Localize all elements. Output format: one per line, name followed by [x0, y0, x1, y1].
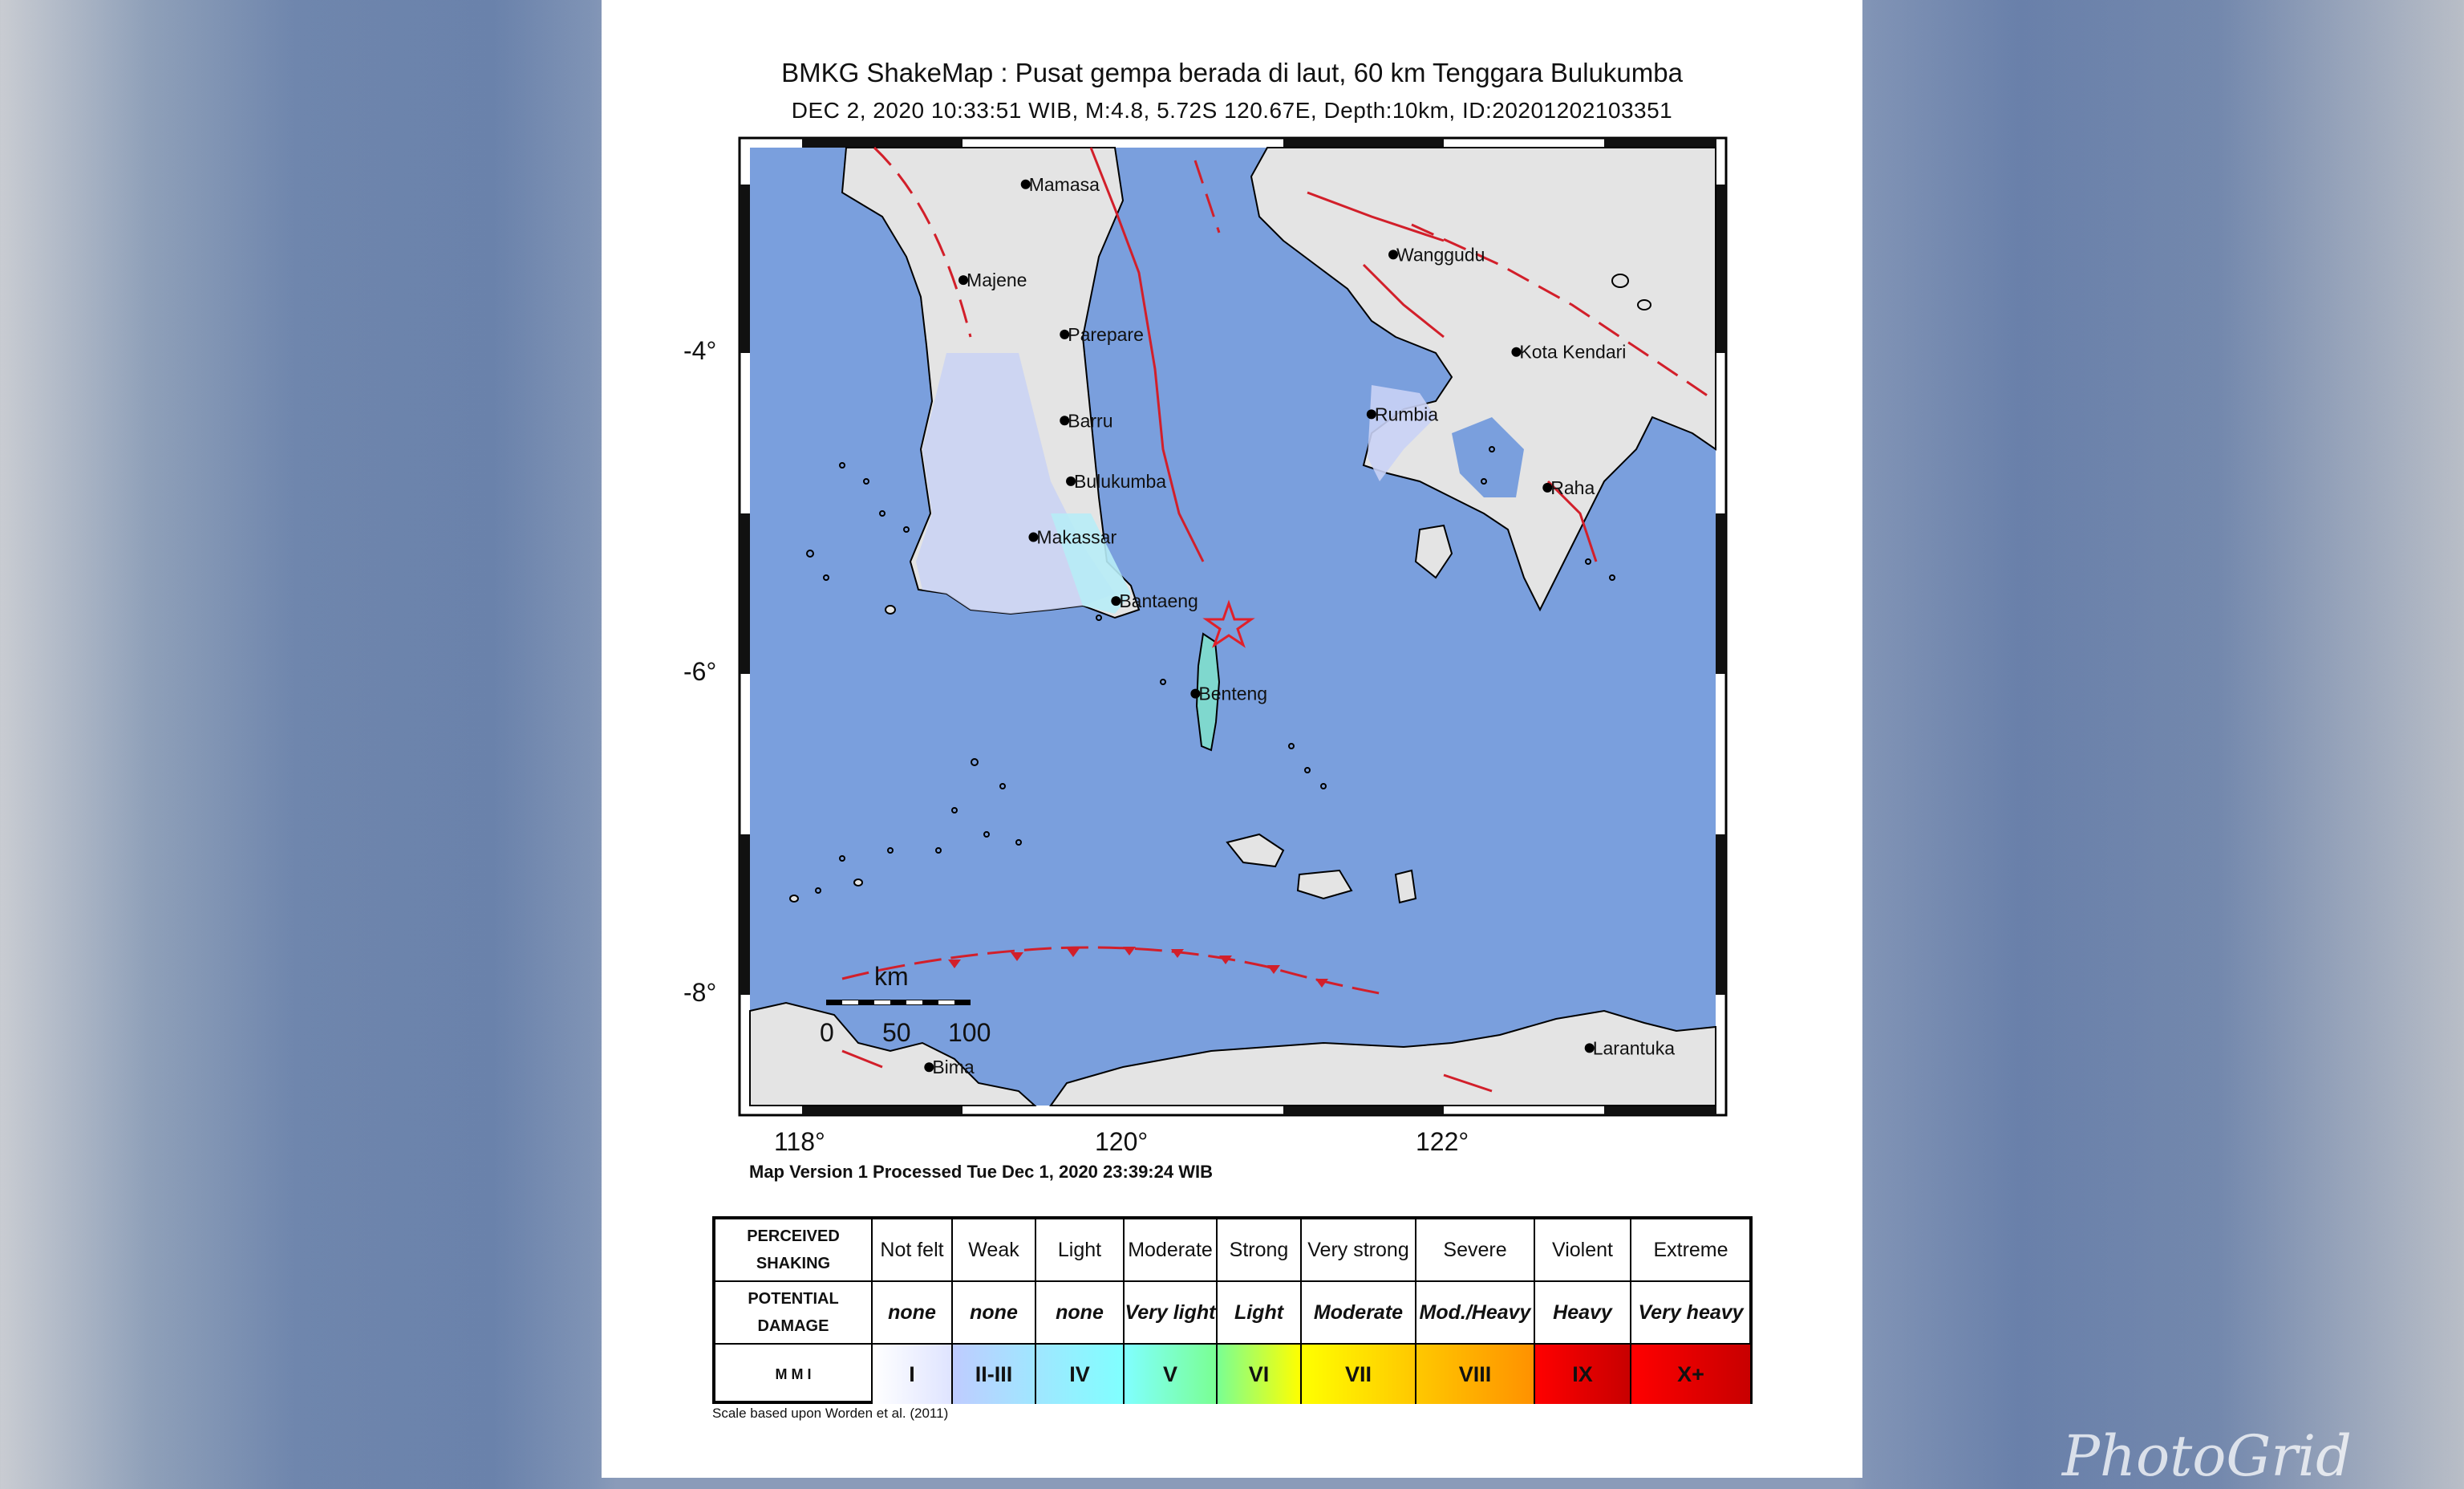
shaking-cell: Very strong	[1302, 1219, 1416, 1282]
mmi-cell: VI	[1218, 1345, 1302, 1404]
city-marker	[1021, 174, 1100, 195]
mmi-cell: II-III	[953, 1345, 1036, 1404]
damage-cell: none	[953, 1282, 1036, 1345]
city-label: Raha	[1550, 477, 1595, 498]
city-marker	[1388, 244, 1485, 265]
city-label: Bima	[932, 1057, 975, 1078]
scale-tick-50: 50	[882, 1018, 911, 1047]
city-label: Kota Kendari	[1519, 341, 1627, 363]
city-marker	[1542, 477, 1595, 498]
damage-cell: Very light	[1125, 1282, 1218, 1345]
damage-cell: none	[1036, 1282, 1125, 1345]
city-label: Bulukumba	[1074, 470, 1167, 492]
map-title: BMKG ShakeMap : Pusat gempa berada di laut, 60 km Tenggara Bulukumba	[781, 58, 1683, 87]
city-marker	[1585, 1037, 1676, 1058]
lat-tick-minus8: -8°	[683, 978, 717, 1007]
city-marker	[1066, 471, 1166, 492]
watermark-text: PhotoGrid	[2061, 1423, 2352, 1489]
city-label: Benteng	[1198, 683, 1268, 704]
city-label: Larantuka	[1592, 1037, 1676, 1059]
damage-cell: Very heavy	[1631, 1282, 1750, 1345]
mmi-cell: V	[1125, 1345, 1218, 1404]
damage-cell: Light	[1218, 1282, 1302, 1345]
shaking-cell: Weak	[953, 1219, 1036, 1282]
legend-header-shaking: PERCEIVED SHAKING	[715, 1219, 873, 1282]
legend-header-mmi: M M I	[715, 1345, 873, 1404]
shaking-cell: Strong	[1218, 1219, 1302, 1282]
city-label: Wanggudu	[1396, 244, 1485, 266]
city-label: Mamasa	[1028, 173, 1100, 195]
shaking-cell: Severe	[1416, 1219, 1535, 1282]
lat-tick-minus6: -6°	[683, 657, 717, 686]
mmi-cell: I	[873, 1345, 953, 1404]
mmi-cell: VIII	[1416, 1345, 1535, 1404]
map-subtitle: DEC 2, 2020 10:33:51 WIB, M:4.8, 5.72S 120.67E, Depth:10km, ID:20201202103351	[791, 98, 1673, 123]
lon-tick-118: 118°	[774, 1127, 825, 1156]
shaking-cell: Moderate	[1125, 1219, 1218, 1282]
city-marker	[1511, 342, 1626, 363]
city-marker	[1111, 590, 1198, 611]
scale-note: Scale based upon Worden et al. (2011)	[712, 1406, 949, 1421]
damage-cell: Mod./Heavy	[1416, 1282, 1535, 1345]
mmi-cell: IV	[1036, 1345, 1125, 1404]
city-marker	[1028, 527, 1116, 548]
mmi-legend	[712, 1216, 1753, 1404]
scale-tick-100: 100	[948, 1018, 991, 1047]
damage-cell: none	[873, 1282, 953, 1345]
lon-tick-120: 120°	[1095, 1127, 1149, 1156]
city-marker	[1190, 684, 1267, 704]
mmi-cell: IX	[1535, 1345, 1631, 1404]
city-label: Parepare	[1068, 323, 1144, 345]
city-label: Majene	[967, 270, 1027, 291]
mmi-cell: X+	[1631, 1345, 1750, 1404]
shaking-cell: Violent	[1535, 1219, 1631, 1282]
scale-tick-0: 0	[820, 1018, 834, 1047]
city-label: Makassar	[1036, 526, 1117, 548]
city-marker	[1367, 404, 1438, 424]
damage-cell: Moderate	[1302, 1282, 1416, 1345]
city-label: Rumbia	[1374, 404, 1439, 425]
city-marker	[1060, 410, 1112, 431]
map-version-note: Map Version 1 Processed Tue Dec 1, 2020 23:39:24 WIB	[749, 1162, 1213, 1182]
city-label: Barru	[1068, 410, 1113, 432]
lon-tick-122: 122°	[1416, 1127, 1469, 1156]
legend-header-damage: POTENTIAL DAMAGE	[715, 1282, 873, 1345]
city-marker	[1060, 324, 1144, 345]
mmi-cell: VII	[1302, 1345, 1416, 1404]
shaking-cell: Not felt	[873, 1219, 953, 1282]
city-label: Bantaeng	[1119, 590, 1198, 612]
shaking-cell: Extreme	[1631, 1219, 1750, 1282]
city-marker	[924, 1057, 975, 1077]
shakemap-sheet	[602, 0, 1862, 1478]
city-marker	[958, 270, 1027, 290]
damage-cell: Heavy	[1535, 1282, 1631, 1345]
shaking-cell: Light	[1036, 1219, 1125, 1282]
scale-bar-unit: km	[874, 962, 909, 991]
lat-tick-minus4: -4°	[683, 336, 717, 365]
